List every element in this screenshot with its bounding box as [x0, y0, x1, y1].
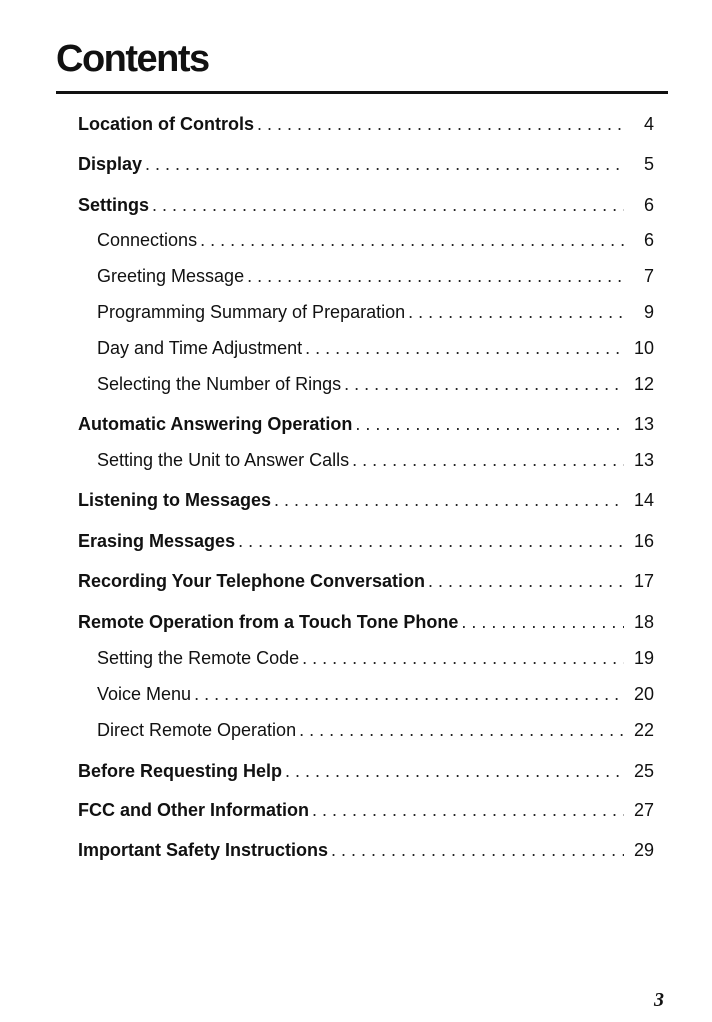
toc-entry-label: FCC and Other Information [78, 800, 309, 820]
toc-entry[interactable] [78, 797, 654, 823]
toc-entry[interactable] [78, 568, 654, 594]
toc-entry-label: Recording Your Telephone Conversation [78, 571, 426, 591]
toc-entry-page: 27 [633, 800, 654, 820]
title-rule [56, 91, 668, 94]
dot-leader [428, 568, 624, 594]
toc-entry-label: Day and Time Adjustment [97, 338, 303, 358]
dot-leader [200, 227, 624, 253]
dot-leader [344, 371, 624, 397]
toc-entry-label: Remote Operation from a Touch Tone Phone [78, 612, 459, 632]
toc-entry-page: 18 [633, 612, 654, 632]
toc-entry[interactable] [78, 645, 654, 671]
dot-leader [302, 645, 624, 671]
dot-leader [285, 758, 624, 784]
toc-entry-label: Setting the Unit to Answer Calls [97, 450, 350, 470]
toc-entry-label: Direct Remote Operation [97, 720, 297, 740]
toc-entry[interactable] [78, 151, 654, 177]
dot-leader [152, 192, 624, 218]
dot-leader [305, 335, 624, 361]
dot-leader [257, 111, 624, 137]
toc-entry-page: 6 [643, 195, 654, 215]
toc-entry-label: Erasing Messages [78, 531, 236, 551]
toc-entry-page: 13 [633, 450, 654, 470]
toc-entry-page: 10 [633, 338, 654, 358]
toc-entry-page: 20 [633, 684, 654, 704]
toc-entry-page: 29 [633, 840, 654, 860]
dot-leader [274, 487, 624, 513]
toc-entry-page: 16 [633, 531, 654, 551]
toc-entry-page: 19 [633, 648, 654, 668]
toc-entry-label: Location of Controls [78, 114, 254, 134]
toc-entry[interactable] [78, 447, 654, 473]
toc-entry-label: Important Safety Instructions [78, 840, 329, 860]
toc-entry-label: Greeting Message [97, 266, 245, 286]
toc-entry-page: 17 [633, 571, 654, 591]
toc-entry[interactable] [78, 717, 654, 743]
toc-entry-page: 14 [633, 490, 654, 510]
toc-entry-page: 25 [633, 761, 654, 781]
toc-entry[interactable] [78, 299, 654, 325]
toc-entry[interactable] [78, 227, 654, 253]
dot-leader [238, 528, 624, 554]
toc-entry-label: Programming Summary of Preparation [97, 302, 406, 322]
toc-entry-label: Listening to Messages [78, 490, 272, 510]
dot-leader [408, 299, 624, 325]
toc-entry[interactable] [78, 263, 654, 289]
toc-entry[interactable] [78, 111, 654, 137]
toc-entry-label: Automatic Answering Operation [78, 414, 353, 434]
toc-entry-label: Before Requesting Help [78, 761, 283, 781]
dot-leader [194, 681, 624, 707]
page-title: Contents [56, 38, 209, 80]
toc-entry-page: 7 [643, 266, 654, 286]
toc-entry-page: 6 [643, 230, 654, 250]
dot-leader [312, 797, 624, 823]
toc-entry[interactable] [78, 758, 654, 784]
toc-entry[interactable] [78, 528, 654, 554]
toc-entry-label: Settings [78, 195, 150, 215]
toc-entry[interactable] [78, 837, 654, 863]
dot-leader [247, 263, 624, 289]
toc-entry[interactable] [78, 681, 654, 707]
toc-entry[interactable] [78, 192, 654, 218]
toc-entry[interactable] [78, 609, 654, 635]
toc-entry-page: 12 [633, 374, 654, 394]
toc-entry-page: 22 [633, 720, 654, 740]
dot-leader [299, 717, 624, 743]
dot-leader [461, 609, 624, 635]
dot-leader [352, 447, 624, 473]
toc-entry-page: 9 [643, 302, 654, 322]
toc-entry[interactable] [78, 411, 654, 437]
toc-entry[interactable] [78, 487, 654, 513]
toc-entry-page: 13 [633, 414, 654, 434]
dot-leader [331, 837, 624, 863]
dot-leader [145, 151, 624, 177]
toc-entry-label: Selecting the Number of Rings [97, 374, 342, 394]
toc-entry-label: Voice Menu [97, 684, 192, 704]
toc-entry[interactable] [78, 371, 654, 397]
toc-entry-page: 5 [643, 154, 654, 174]
toc-entry-label: Setting the Remote Code [97, 648, 300, 668]
dot-leader [355, 411, 624, 437]
toc-entry-label: Connections [97, 230, 198, 250]
toc-entry[interactable] [78, 335, 654, 361]
toc-entry-label: Display [78, 154, 143, 174]
page-number: 3 [654, 989, 664, 1011]
toc-entry-page: 4 [643, 114, 654, 134]
